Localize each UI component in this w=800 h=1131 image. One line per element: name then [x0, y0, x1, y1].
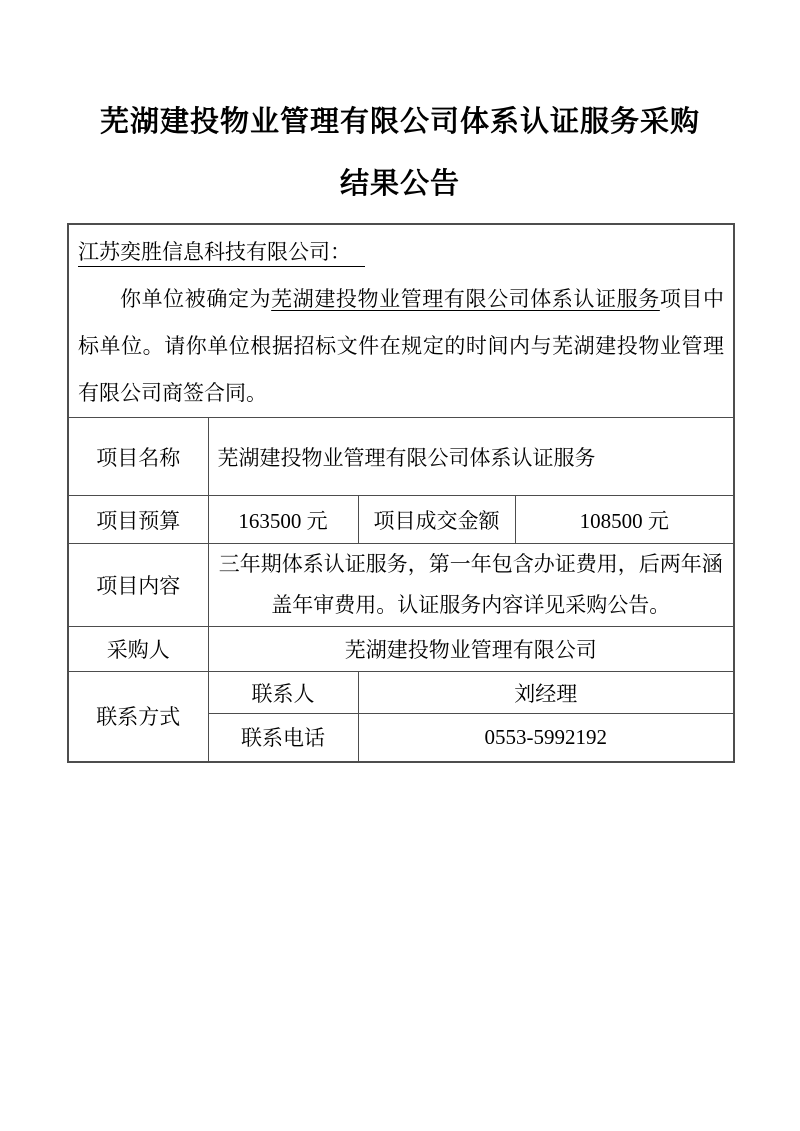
purchaser-label: 采购人: [68, 627, 208, 672]
notice-body-row: [68, 224, 734, 418]
notice-body-cell: [68, 224, 734, 418]
recipient-name: 江苏奕胜信息科技有限公司：: [78, 239, 365, 267]
purchaser-value: 芜湖建投物业管理有限公司: [208, 627, 734, 672]
project-name-value: 芜湖建投物业管理有限公司体系认证服务: [208, 418, 734, 496]
notice-table: [67, 223, 735, 763]
notice-text-suffix: 项目中标单位。请你单位根据招标文件在规定的时间内与芜湖建投物业管理有限公司商签合同。: [78, 287, 725, 405]
project-content-row: [68, 544, 734, 627]
budget-label: 项目预算: [68, 496, 208, 544]
contact-person-value: 刘经理: [358, 672, 734, 714]
budget-value: 163500 元: [208, 496, 358, 544]
purchaser-row: [68, 627, 734, 672]
budget-row: [68, 496, 734, 544]
notice-paragraph: [78, 276, 724, 417]
document-title-line2: 结果公告: [339, 168, 460, 200]
contact-person-row: [68, 672, 734, 714]
contact-phone-label: 联系电话: [208, 714, 358, 762]
contact-label: 联系方式: [68, 672, 208, 762]
contact-phone-value: 0553-5992192: [358, 714, 734, 762]
contact-person-label: 联系人: [208, 672, 358, 714]
notice-text-underlined-project: 芜湖建投物业管理有限公司体系认证服务: [271, 287, 660, 311]
deal-amount-value: 108500 元: [515, 496, 734, 544]
document-title-line1: 芜湖建投物业管理有限公司体系认证服务采购: [99, 106, 700, 138]
project-content-label: 项目内容: [68, 544, 208, 627]
project-name-label: 项目名称: [68, 418, 208, 496]
project-name-row: [68, 418, 734, 496]
deal-amount-label: 项目成交金额: [358, 496, 515, 544]
project-content-value: 三年期体系认证服务，第一年包含办证费用，后两年涵盖年审费用。认证服务内容详见采购公告。: [208, 544, 734, 627]
notice-text-prefix: 你单位被确定为: [120, 287, 272, 311]
recipient-line: [78, 229, 724, 276]
